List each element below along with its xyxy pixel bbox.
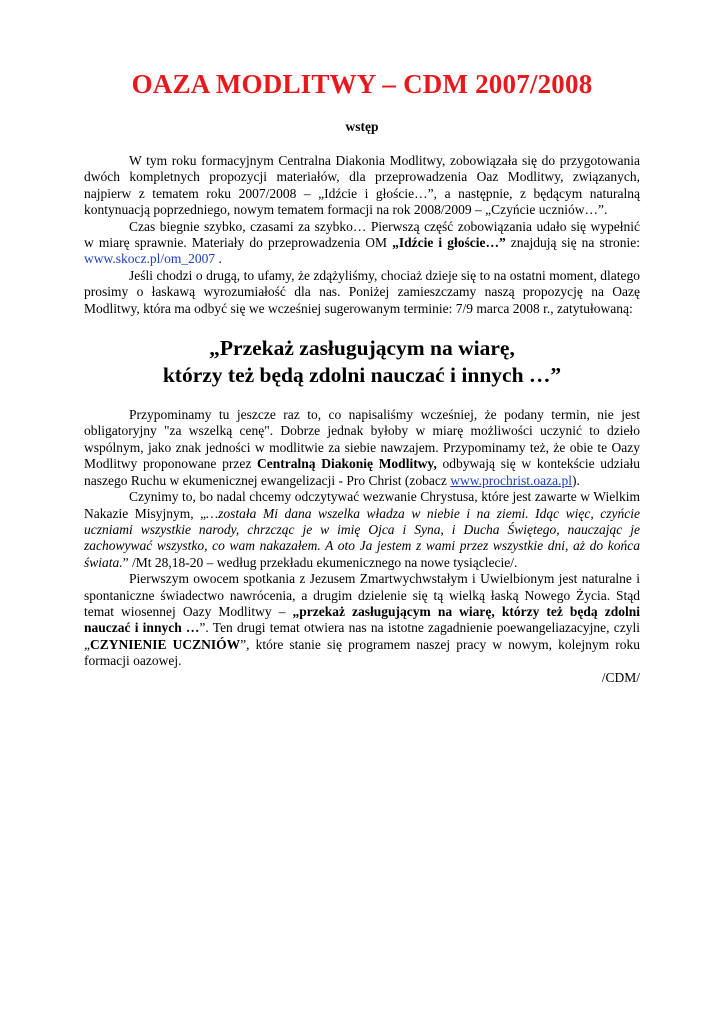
paragraph-5-text: Czynimy to, bo nadal chcemy odczytywać wezwanie Chrystusa, które jest zawarte w Wielkim Nakazie Misyjnym, „ — [84, 489, 640, 521]
signature: /CDM/ — [601, 669, 640, 685]
paragraph-2-text-2: znajdują się na stronie: — [505, 235, 640, 251]
paragraph-6-text: Pierwszym owocem spotkania z Jezusem Zmartwychwstałym i Uwielbionym jest naturalne i spontaniczne świadectwo nawrócenia, a drugim dzielenie się tą wielką łaską Nowego Życia. Stąd temat wiosennej Oazy Modlitwy – — [84, 571, 640, 619]
paragraph-2-text-3: . — [215, 251, 222, 267]
paragraph-4-text: Przypominamy tu jeszcze raz to, co napisaliśmy wcześniej, że podany termin, nie jest obligatoryjny "za wszelką cenę". Dobrze jednak byłoby w miarę możliwości uczynić to dzieło wspólnym, jako znak jedności w modlitwie za siebie nawzajem. Przypominamy też, że obie te Oazy Modlitwy proponowane przez — [84, 407, 640, 472]
link-prochrist[interactable]: www.prochrist.oaza.pl — [450, 472, 572, 488]
paragraph-2-bold: „Idźcie i głoście…” — [392, 235, 506, 251]
link-skocz[interactable]: www.skocz.pl/om_2007 — [84, 251, 216, 267]
paragraph-6-text-2: ”. Ten drugi temat otwiera nas na istotne zagadnienie poewangeliazacyjne, czyli „ — [84, 620, 640, 652]
paragraph-4 — [84, 407, 640, 489]
paragraph-2-text: Czas biegnie szybko, czasami za szybko… Pierwszą część zobowiązania udało się wypełnić w miarę sprawnie. Materiały do przeprowadzenia OM — [84, 218, 640, 251]
paragraph-5-text-2: ” /Mt 28,18-20 – według przekładu ekumenicznego na nowe tysiąclecie/. — [122, 554, 518, 570]
scripture-quote: …została Mi dana wszelka władza w niebie i na ziemi. Idąc więc, czyńcie uczniami wszystkie narody, chrzcząc je w imię Ojca i Syna, i Ducha Świętego, nauczając je zachowywać wszystko, co wam nakazałem. A oto Ja jestem z wami przez wszystkie dni, aż do końca świata. — [84, 505, 640, 570]
page-title: OAZA MODLITWY – CDM 2007/2008 — [131, 69, 593, 99]
paragraph-4-text-3: ). — [571, 472, 580, 488]
paragraph-6 — [84, 571, 640, 669]
intro-section — [84, 153, 640, 317]
document-body — [84, 68, 640, 686]
paragraph-6-bold-2: CZYNIENIE UCZNIÓW — [90, 636, 241, 652]
theme-title-line-1: „Przekaż zasługującym na wiarę, — [209, 336, 515, 361]
subtitle: wstęp — [345, 119, 379, 134]
paragraph-6-bold: „przekaż zasługującym na wiarę, którzy też będą zdolni nauczać i innych … — [84, 603, 640, 636]
main-section — [84, 407, 640, 686]
paragraph-5 — [84, 489, 640, 571]
paragraph-1 — [84, 153, 640, 219]
theme-title-line-2: którzy też będą zdolni nauczać i innych …” — [162, 363, 562, 388]
paragraph-4-bold: Centralną Diakonię Modlitwy, — [257, 456, 437, 472]
paragraph-3 — [84, 268, 640, 317]
paragraph-3-text: Jeśli chodzi o drugą, to ufamy, że zdążyliśmy, chociaż dzieje się to na ostatni moment, dlatego prosimy o łaskawą wyrozumiałość dla nas. Poniżej zamieszczamy naszą propozycję na Oazę Modlitwy, która ma odbyć się we wcześniej sugerowanym terminie: 7/9 marca 2008 r., zatytułowaną: — [84, 267, 640, 316]
paragraph-4-text-2: odbywają się w kontekście udziału naszego Ruchu w ekumenicznej ewangelizacji - Pro Christ (zobacz — [84, 456, 640, 488]
paragraph-2 — [84, 219, 640, 268]
paragraph-6-text-3: ”, które stanie się programem naszej pracy w nowym, kolejnym roku formacji oazowej. — [84, 636, 640, 669]
theme-title — [84, 335, 640, 389]
paragraph-1-text: W tym roku formacyjnym Centralna Diakonia Modlitwy, zobowiązała się do przygotowania dwóch kompletnych propozycji materiałów, dla przeprowadzenia Oaz Modlitwy, związanych, najpierw z tematem roku 2007/2008 – „Idźcie i głoście…”, a następnie, z będącym naturalną kontynuacją poprzedniego, nowym tematem formacji na rok 2008/2009 – „Czyńcie uczniów…”. — [84, 153, 640, 218]
